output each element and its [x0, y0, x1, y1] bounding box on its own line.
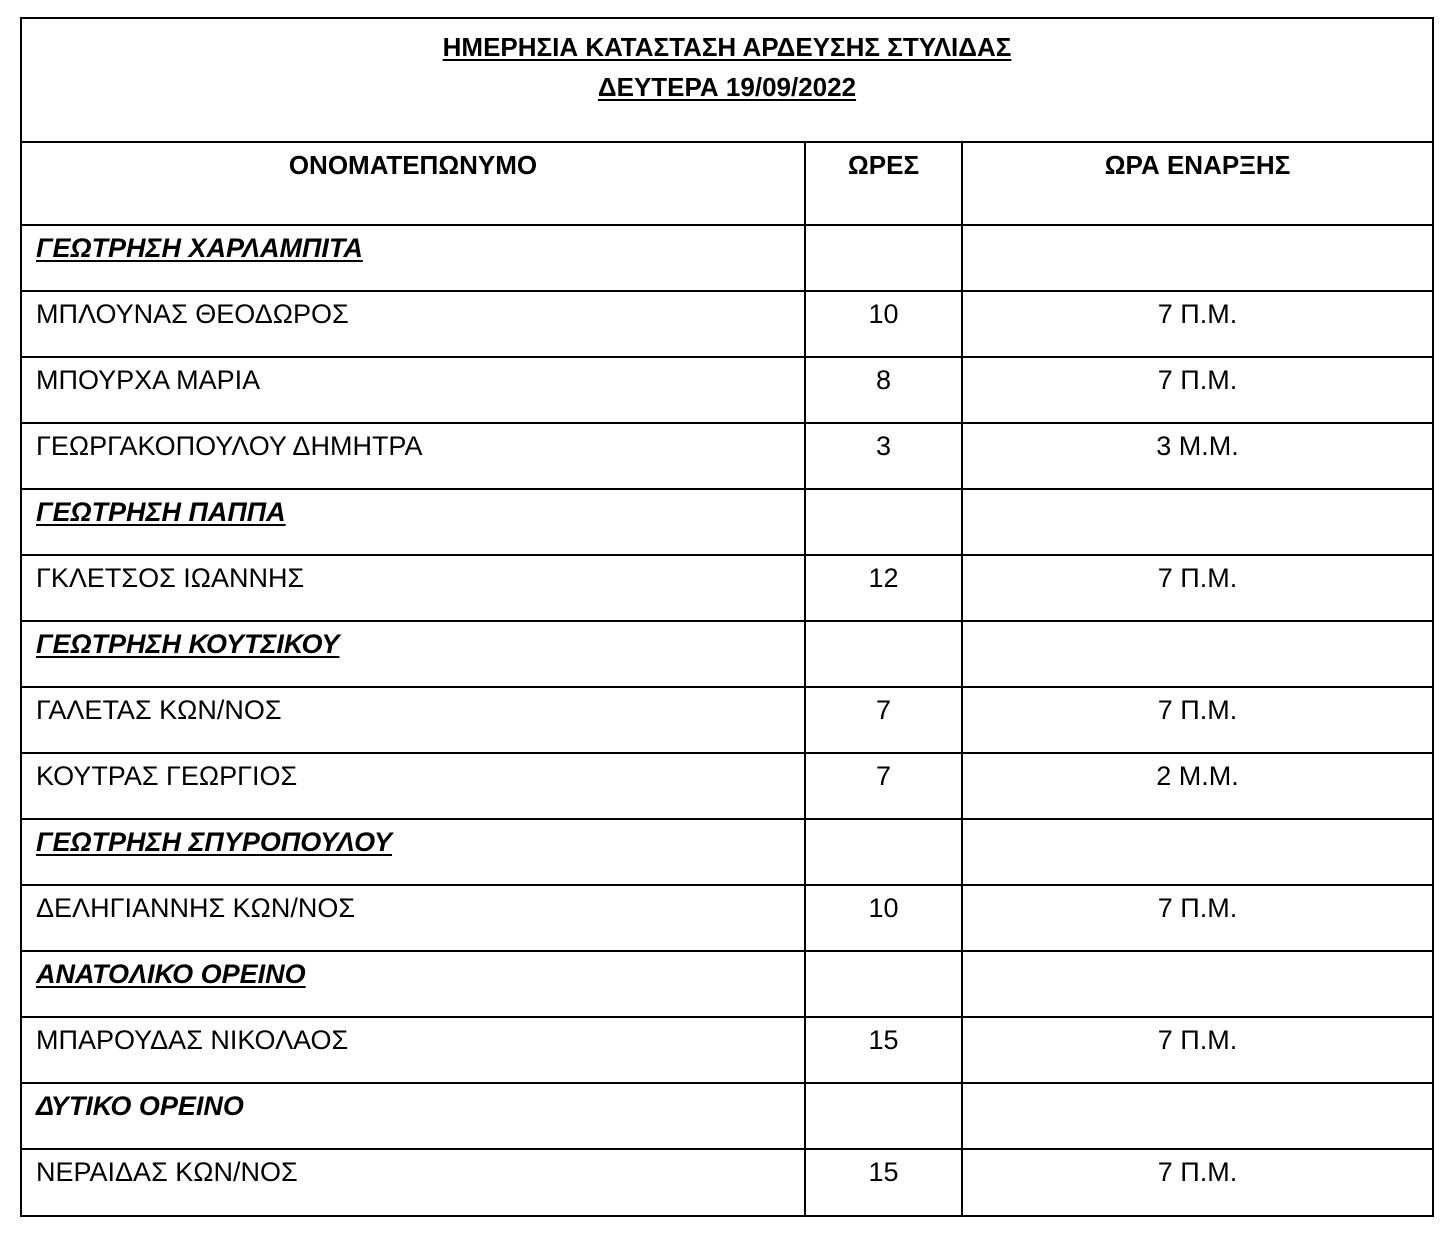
borehole-name-cell: ΓΕΩΤΡΗΣΗ ΠΑΠΠΑ [22, 489, 805, 555]
hours-cell [805, 621, 962, 687]
start-time-cell [962, 951, 1432, 1017]
hours-cell: 3 [805, 423, 962, 489]
table-row [22, 753, 1432, 819]
start-time-cell [962, 489, 1432, 555]
report-title: ΗΜΕΡΗΣΙΑ ΚΑΤΑΣΤΑΣΗ ΑΡΔΕΥΣΗΣ ΣΤΥΛΙΔΑΣ [442, 32, 1012, 62]
hours-cell [805, 1083, 962, 1149]
report-date: ΔΕΥΤΕΡΑ 19/09/2022 [597, 72, 857, 102]
group-row [22, 1083, 1432, 1149]
table-body [22, 225, 1432, 1215]
borehole-name-cell: ΓΕΩΤΡΗΣΗ ΣΠΥΡΟΠΟΥΛΟΥ [22, 819, 805, 885]
group-row [22, 819, 1432, 885]
start-time-cell [962, 225, 1432, 291]
start-time-cell: 2 Μ.Μ. [962, 753, 1432, 819]
borehole-name-cell: ΑΝΑΤΟΛΙΚΟ ΟΡΕΙΝΟ [22, 951, 805, 1017]
column-header-start-time: ΩΡΑ ΕΝΑΡΞΗΣ [962, 143, 1432, 225]
start-time-cell: 7 Π.Μ. [962, 687, 1432, 753]
group-row [22, 951, 1432, 1017]
table-row [22, 885, 1432, 951]
table-row [22, 555, 1432, 621]
hours-cell [805, 489, 962, 555]
person-name-cell: ΚΟΥΤΡΑΣ ΓΕΩΡΓΙΟΣ [22, 753, 805, 819]
irrigation-report [20, 17, 1434, 1217]
table-row [22, 687, 1432, 753]
table-header-row [22, 143, 1432, 225]
start-time-cell: 7 Π.Μ. [962, 291, 1432, 357]
borehole-name-cell: ΓΕΩΤΡΗΣΗ ΚΟΥΤΣΙΚΟΥ [22, 621, 805, 687]
column-header-name: ΟΝΟΜΑΤΕΠΩΝΥΜΟ [22, 143, 805, 225]
hours-cell: 15 [805, 1149, 962, 1215]
start-time-cell [962, 1083, 1432, 1149]
person-name-cell: ΜΠΑΡΟΥΔΑΣ ΝΙΚΟΛΑΟΣ [22, 1017, 805, 1083]
start-time-cell: 7 Π.Μ. [962, 357, 1432, 423]
hours-cell [805, 225, 962, 291]
hours-cell: 8 [805, 357, 962, 423]
hours-cell: 15 [805, 1017, 962, 1083]
irrigation-table [22, 143, 1432, 1215]
borehole-name-cell: ΔΥΤΙΚΟ ΟΡΕΙΝΟ [22, 1083, 805, 1149]
hours-cell: 12 [805, 555, 962, 621]
person-name-cell: ΔΕΛΗΓΙΑΝΝΗΣ ΚΩΝ/ΝΟΣ [22, 885, 805, 951]
table-row [22, 423, 1432, 489]
group-row [22, 489, 1432, 555]
start-time-cell: 7 Π.Μ. [962, 885, 1432, 951]
table-row [22, 291, 1432, 357]
table-row [22, 357, 1432, 423]
start-time-cell [962, 819, 1432, 885]
hours-cell: 10 [805, 885, 962, 951]
start-time-cell [962, 621, 1432, 687]
start-time-cell: 7 Π.Μ. [1157, 1157, 1238, 1187]
column-header-hours: ΩΡΕΣ [805, 143, 962, 225]
hours-cell: 7 [805, 753, 962, 819]
person-name-cell: ΝΕΡΑΙΔΑΣ ΚΩΝ/ΝΟΣ [22, 1149, 805, 1215]
hours-cell [805, 819, 962, 885]
hours-cell: 10 [805, 291, 962, 357]
hours-cell: 7 [805, 687, 962, 753]
table-row [22, 1149, 1432, 1215]
person-name-cell: ΜΠΟΥΡΧΑ ΜΑΡΙΑ [22, 357, 805, 423]
borehole-name-cell: ΓΕΩΤΡΗΣΗ ΧΑΡΛΑΜΠΙΤΑ [22, 225, 805, 291]
group-row [22, 225, 1432, 291]
group-row [22, 621, 1432, 687]
start-time-cell: 7 Π.Μ. [962, 1017, 1432, 1083]
person-name-cell: ΓΑΛΕΤΑΣ ΚΩΝ/ΝΟΣ [22, 687, 805, 753]
person-name-cell: ΜΠΛΟΥΝΑΣ ΘΕΟΔΩΡΟΣ [22, 291, 805, 357]
person-name-cell: ΓΕΩΡΓΑΚΟΠΟΥΛΟΥ ΔΗΜΗΤΡΑ [22, 423, 805, 489]
start-time-cell: 7 Π.Μ. [962, 555, 1432, 621]
report-header [22, 19, 1432, 143]
start-time-cell: 3 Μ.Μ. [962, 423, 1432, 489]
person-name-cell: ΓΚΛΕΤΣΟΣ ΙΩΑΝΝΗΣ [22, 555, 805, 621]
hours-cell [805, 951, 962, 1017]
table-row [22, 1017, 1432, 1083]
